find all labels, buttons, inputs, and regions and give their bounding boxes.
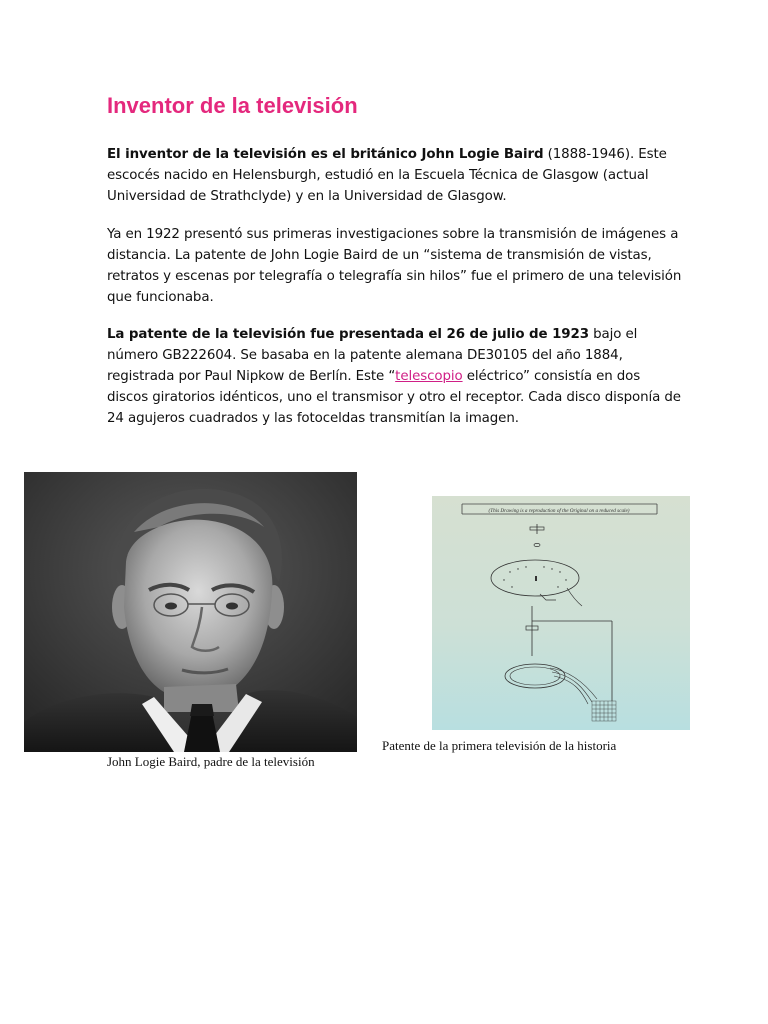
patent-illustration	[432, 496, 690, 730]
patent-drawing-note: (This Drawing is a reproduction of the Original on a reduced scale)	[488, 508, 630, 514]
baird-portrait-photo	[24, 472, 357, 752]
patent-drawing	[432, 496, 690, 730]
patent-text-1: bajo el número GB222604. Se basaba en la patente alemana DE30105 del año 1884, registrada por Paul Nipkow de Berlín. Este “	[107, 327, 638, 384]
paragraph-patent	[107, 324, 682, 429]
patent-bold-text: La patente de la televisión fue presentada el 26 de julio de 1923	[107, 327, 589, 342]
intro-bold-text: El inventor de la televisión es el británico John Logie Baird	[107, 147, 544, 162]
intro-text: (1888-1946). Este escocés nacido en Helensburgh, estudió en la Escuela Técnica de Glasgow (actual Universidad de Strathclyde) y en la Universidad de Glasgow.	[107, 147, 667, 204]
patent-text-2: eléctrico” consistía en dos discos giratorios idénticos, uno el transmisor y otro el receptor. Cada disco disponía de 24 agujeros cuadrados y las fotoceldas transmitían la imagen.	[107, 369, 681, 426]
telescopio-link[interactable]: telescopio	[395, 369, 463, 384]
page-title: Inventor de la televisión	[107, 93, 358, 118]
paragraph-research: Ya en 1922 presentó sus primeras investigaciones sobre la transmisión de imágenes a distancia. La patente de John Logie Baird de un “sistema de transmisión de vistas, retratos y escenas por telegrafía o telegrafía sin hilos” fue el primero de una televisión que funcionaba.	[107, 227, 682, 305]
portrait-caption: John Logie Baird, padre de la televisión	[107, 754, 315, 769]
portrait-illustration	[24, 472, 357, 752]
patent-caption: Patente de la primera televisión de la historia	[382, 738, 617, 753]
paragraph-intro	[107, 144, 682, 207]
